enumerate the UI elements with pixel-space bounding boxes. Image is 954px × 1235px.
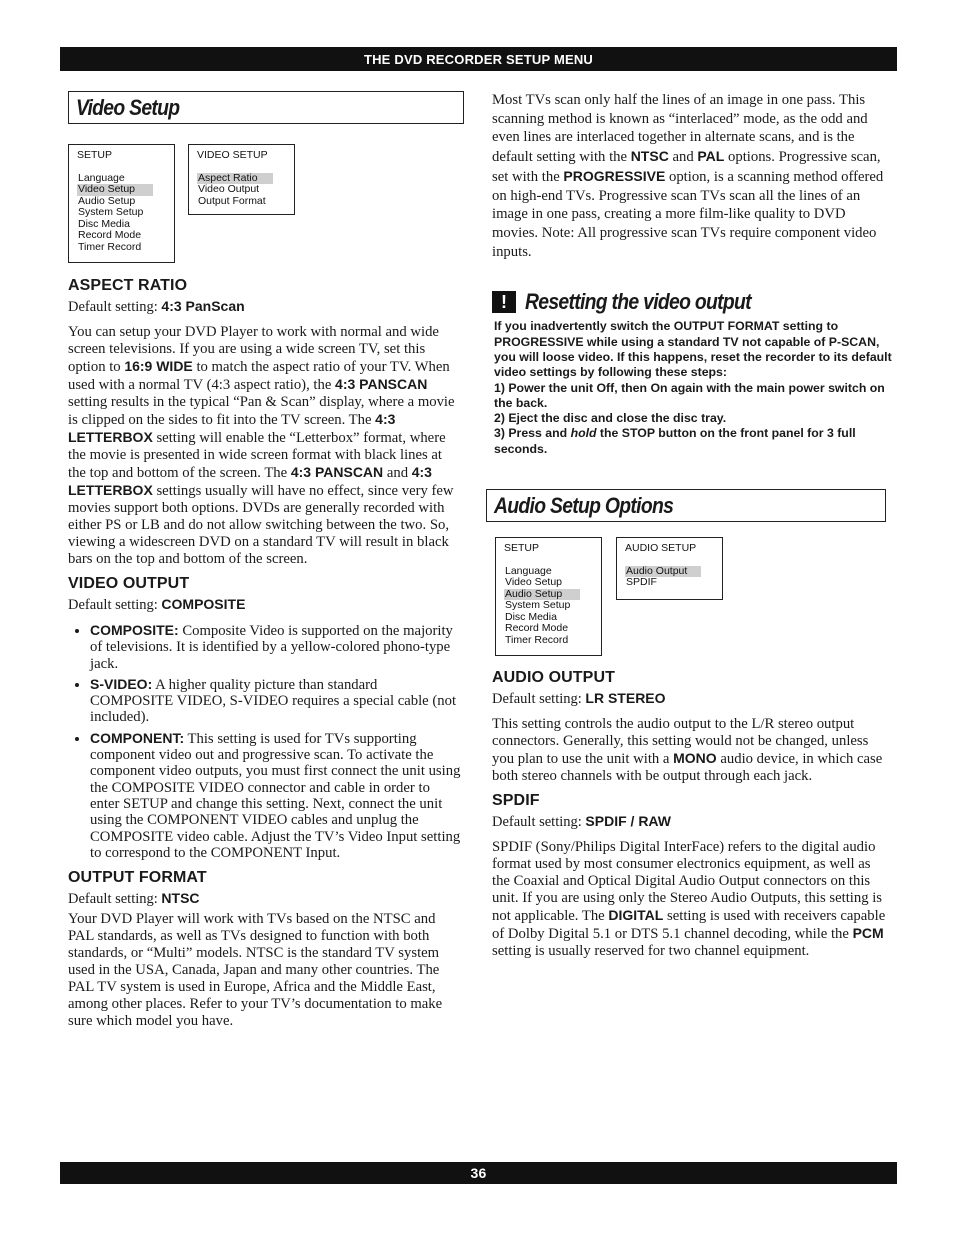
right-column xyxy=(492,91,892,960)
audio-setup-title-text: Audio Setup Options xyxy=(494,493,674,518)
video-setup-submenu xyxy=(188,144,295,215)
menu-item[interactable]: Language xyxy=(78,171,125,184)
video-output-default: Default setting: COMPOSITE xyxy=(68,596,246,613)
audio-setup-menus xyxy=(492,537,892,656)
reset-warning-intro: If you inadvertently switch the OUTPUT FORMAT setting to PROGRESSIVE while using a standard TV not capable of P-SCAN, you will loose video. If this happens, reset the recorder to its default video settings by following these steps: xyxy=(494,319,892,380)
reset-step-2: 2) Eject the disc and close the disc tray. xyxy=(494,411,727,426)
spdif-default: Default setting: SPDIF / RAW xyxy=(492,813,671,830)
aspect-ratio-text: You can setup your DVD Player to work with normal and wide screen televisions. If you are using a wide screen TV, set this option to 16:9 WIDE to match the aspect ratio of your TV. When used with a normal TV (4:3 aspect ratio), the 4:3 PANSCAN setting results in the typical “Pan & Scan” display, where a movie is clipped on the sides to fit into the TV screen. The 4:3 LETTERBOX setting will enable the “Letterbox” format, where the movie is presented in wide screen format with black lines at the top and bottom of the screen. The 4:3 PANSCAN and 4:3 LETTERBOX settings usually will have no effect, since very few movies support both options. DVDs are generally recorded with either PS or LB and do not allow switching between the two. So, viewing a widescreen DVD on a standard TV will result in black bars on the top and bottom of the screen. xyxy=(68,324,455,567)
warning-icon: ! xyxy=(492,291,516,313)
spdif-heading: SPDIF xyxy=(492,792,540,809)
audio-setup-submenu-title: AUDIO SETUP xyxy=(625,542,697,554)
menu-item[interactable]: Video Output xyxy=(198,183,260,195)
output-format-heading: OUTPUT FORMAT xyxy=(68,869,207,887)
reset-step-3: 3) Press and hold the STOP button on the front panel for 3 full seconds. xyxy=(494,426,856,456)
menu-item[interactable]: Timer Record xyxy=(505,633,569,646)
aspect-ratio-default: Default setting: 4:3 PanScan xyxy=(68,298,245,315)
progressive-scan-text: Most TVs scan only half the lines of an image in one pass. This scanning method is known as “interlaced” mode, as the odd and even lines are interlaced together in alternate scans, and is the default setting with the NTSC and PAL options. Progressive scan, set with the PROGRESSIVE option, is a scanning method offered on high-end TVs. Progressive scan TVs scan all the lines of an image in one pass, creating a more film-like quality to DVD movies. Note: All progressive scan TVs require component video inputs. xyxy=(492,92,884,260)
video-output-list xyxy=(68,622,462,861)
menu-item[interactable]: Record Mode xyxy=(78,229,142,241)
menu-item[interactable]: Timer Record xyxy=(78,240,142,253)
menu-item[interactable]: Disc Media xyxy=(505,610,557,623)
setup-menu-items xyxy=(77,173,174,254)
reset-warning-header xyxy=(492,289,892,315)
setup-menu-title: SETUP xyxy=(504,542,540,554)
menu-item[interactable]: Video Setup xyxy=(77,184,153,196)
menu-item[interactable]: Output Format xyxy=(198,194,266,207)
output-format-text: Your DVD Player will work with TVs based on the NTSC and PAL standards, as well as TVs designed to function with both standards, or “Multi” models. NTSC is the standard TV system used in the USA, Canada, Japan and many other countries. The PAL TV system is used in Europe, Africa and the Middle East, among other places. Refer to your TV’s documentation to make sure which model you have. xyxy=(68,911,443,1030)
audio-setup-submenu-items xyxy=(625,566,722,589)
audio-output-default: Default setting: LR STEREO xyxy=(492,690,666,707)
menu-item[interactable]: Record Mode xyxy=(505,622,569,634)
reset-warning-body xyxy=(492,319,892,457)
setup-menu xyxy=(495,537,602,656)
menu-item[interactable]: System Setup xyxy=(505,599,571,611)
menu-item[interactable]: Audio Setup xyxy=(78,194,136,207)
audio-output-text: This setting controls the audio output to the L/R stereo output connectors. Generally, this setting would not be changed, unless you plan to use the unit with a MONO audio device, in which case both stereo channels with be output through each jack. xyxy=(492,716,883,784)
reset-step-1: 1) Power the unit Off, then On again with the main power switch on the back. xyxy=(494,380,885,410)
menu-item[interactable]: Video Setup xyxy=(505,576,563,588)
audio-output-heading: AUDIO OUTPUT xyxy=(492,669,615,686)
setup-menu-items xyxy=(504,566,601,647)
reset-warning-title: Resetting the video output xyxy=(525,289,751,315)
list-item: • COMPONENT: This setting is used for TVs supporting component video out and progressive scan. To activate the component video outputs, you must first connect the unit using the COMPOSITE VIDEO connector and cable in order to enter SETUP and change this setting. Next, connect the unit using the COMPONENT VIDEO cables and unplug the COMPOSITE video cable. Adjust the TV’s Video Input setting to correspond to the COMPONENT Input. xyxy=(90,730,462,861)
audio-setup-title xyxy=(486,489,886,522)
audio-setup-submenu xyxy=(616,537,723,600)
video-setup-submenu-items xyxy=(197,173,294,208)
list-item: • S-VIDEO: A higher quality picture than standard COMPOSITE VIDEO, S-VIDEO requires a special cable (not included). xyxy=(90,676,462,726)
menu-item[interactable]: System Setup xyxy=(78,206,144,218)
page-number: 36 xyxy=(60,1162,897,1184)
aspect-ratio-heading: ASPECT RATIO xyxy=(68,277,188,294)
video-setup-submenu-title: VIDEO SETUP xyxy=(197,149,268,161)
setup-menu xyxy=(68,144,175,263)
menu-item[interactable]: Audio Setup xyxy=(504,589,580,601)
menu-item[interactable]: SPDIF xyxy=(626,576,657,588)
page-header: THE DVD RECORDER SETUP MENU xyxy=(60,47,897,71)
video-output-heading: VIDEO OUTPUT xyxy=(68,575,190,592)
list-item: • COMPOSITE: Composite Video is supported on the majority of televisions. It is identified by a yellow-colored phono-type jack. xyxy=(90,622,462,672)
video-setup-title xyxy=(68,91,464,124)
video-setup-menus xyxy=(68,144,462,266)
menu-item[interactable]: Aspect Ratio xyxy=(197,173,273,185)
menu-item[interactable]: Disc Media xyxy=(78,217,130,230)
output-format-default: Default setting: NTSC xyxy=(68,890,200,908)
setup-menu-title: SETUP xyxy=(77,149,113,161)
menu-item[interactable]: Language xyxy=(505,564,552,577)
menu-item[interactable]: Audio Output xyxy=(625,566,701,578)
left-column xyxy=(68,91,462,1030)
spdif-text: SPDIF (Sony/Philips Digital InterFace) refers to the digital audio format used by most consumer electronics equipment, as well as the Coaxial and Optical Digital Audio Output connectors on this unit. If you are using only the Stereo Audio Outputs, this setting is not applicable. The DIGITAL setting is used with receivers capable of Dolby Digital 5.1 or DTS 5.1 channel decoding, while the PCM setting is usually reserved for two channel equipment. xyxy=(492,839,886,959)
video-setup-title-text: Video Setup xyxy=(76,95,180,120)
